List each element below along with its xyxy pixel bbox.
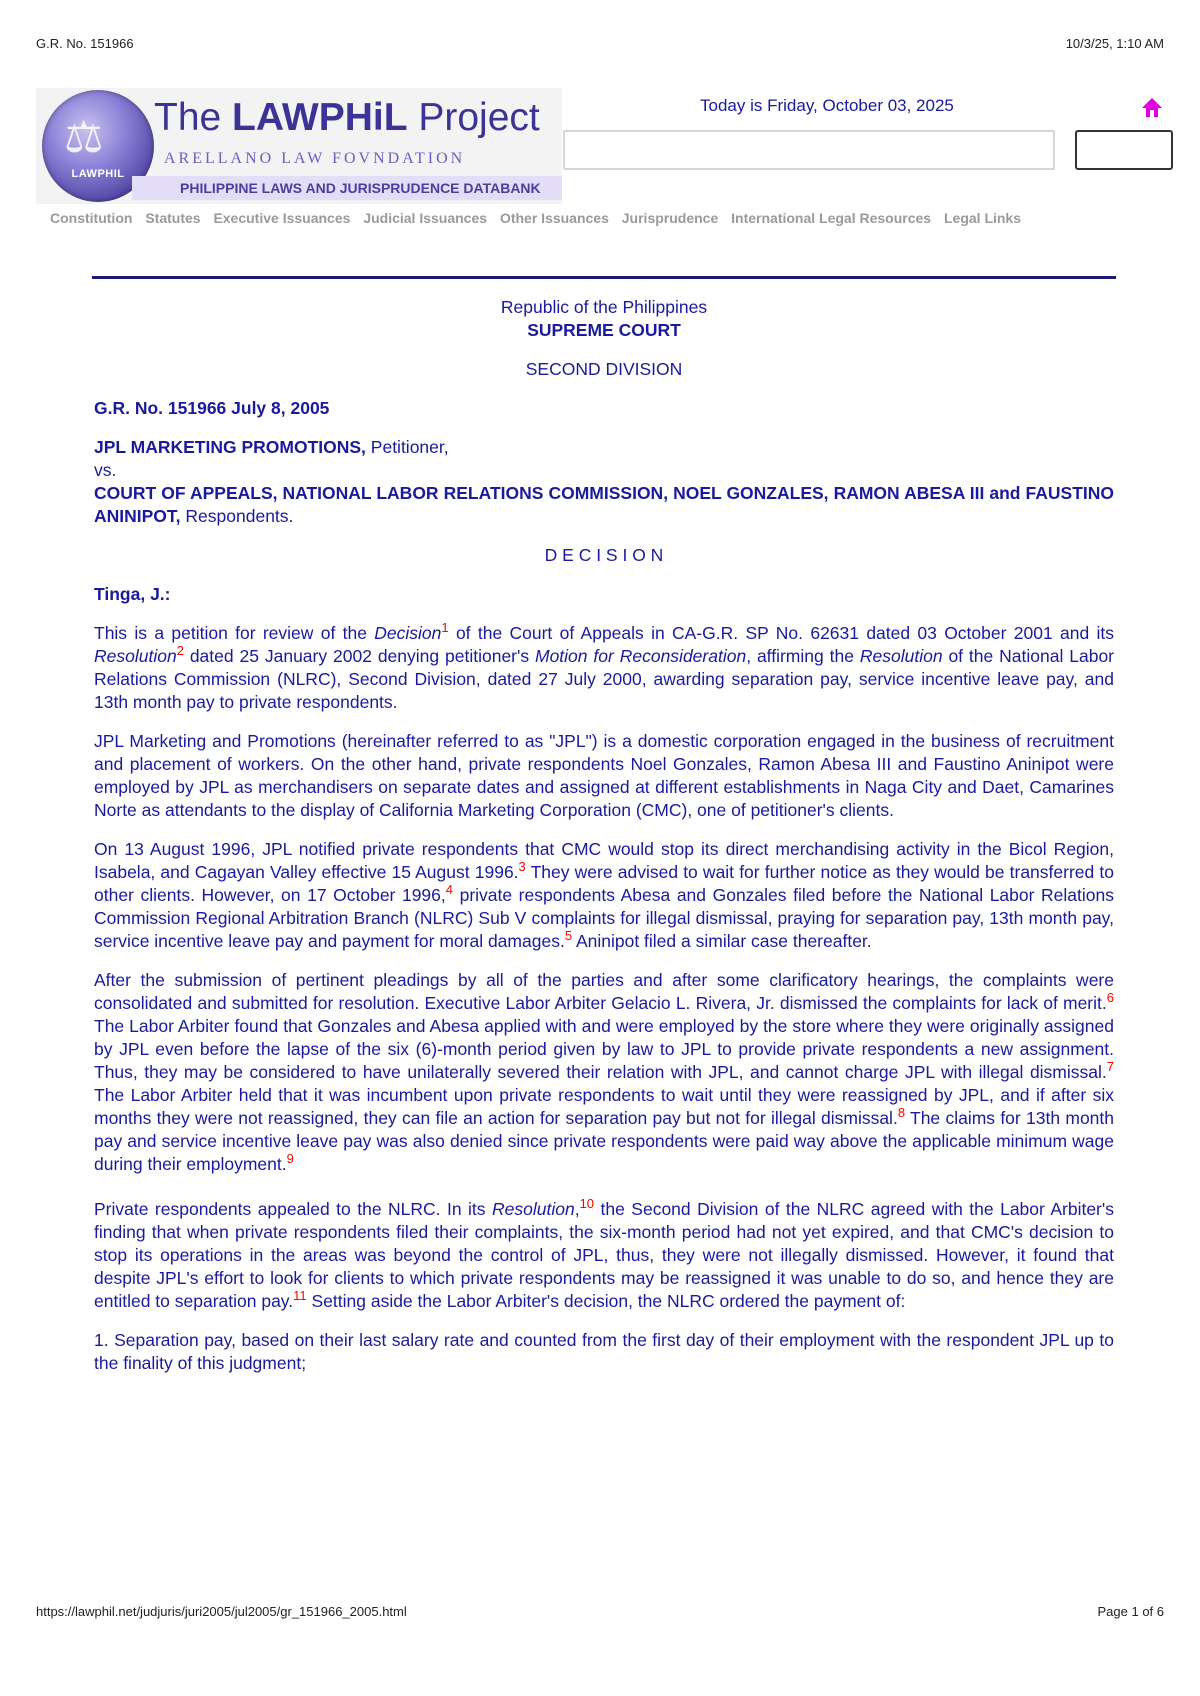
p1-text: of the Court of Appeals in CA-G.R. SP No. 62631 dated 03 October 2001 and its [448, 623, 1115, 643]
p1-italic: Resolution [859, 646, 943, 666]
nav-international-legal-resources[interactable]: International Legal Resources [731, 210, 932, 226]
p5-text: the Second Division of the NLRC agreed with the Labor Arbiter's finding that when private respondents filed their complaints, the six-month period had not yet expired, and that CMC's decision to stop its operations in the areas was beyond the control of JPL, thus, they were not illegally dismissed. However, it found that despite JPL's effort to look for clients to which private respondents may be reassigned it was unable to do so, and hence they are entitled to separation pay. [94, 1199, 1114, 1311]
decision-heading: D E C I S I O N [544, 545, 664, 565]
logo-tagline: PHILIPPINE LAWS AND JURISPRUDENCE DATABANK [132, 176, 562, 200]
footnote-link[interactable]: 10 [579, 1196, 595, 1212]
nav-other-issuances[interactable]: Other Issuances [499, 210, 609, 226]
petitioner-line [94, 436, 1114, 459]
nav-executive-issuances[interactable]: Executive Issuances [213, 210, 351, 226]
paragraph-6: 1. Separation pay, based on their last salary rate and counted from the first day of their employment with the respondent JPL up to the finality of this judgment; [94, 1330, 1114, 1373]
petitioner-name: JPL MARKETING PROMOTIONS, [94, 437, 366, 457]
print-datetime: 10/3/25, 1:10 AM [1065, 36, 1164, 51]
print-page-number: Page 1 of 6 [1097, 1604, 1164, 1619]
footnote-link[interactable]: 9 [286, 1151, 294, 1167]
p1-text: , affirming the [746, 646, 860, 666]
footnote-link[interactable]: 3 [518, 859, 526, 875]
nav-judicial-issuances[interactable]: Judicial Issuances [363, 210, 488, 226]
p1-text: This is a petition for review of the [94, 623, 375, 643]
paragraph-3 [94, 838, 1114, 953]
footnote-link[interactable]: 1 [441, 620, 449, 636]
p4-text: After the submission of pertinent pleadings by all of the parties and after some clarificatory hearings, the complaints were consolidated and submitted for resolution. Executive Labor Arbiter Gelacio L. Rivera, Jr. dismissed the complaints for lack of merit. [94, 970, 1114, 1013]
court-name: SUPREME COURT [527, 320, 681, 340]
republic-line: Republic of the Philippines [500, 297, 708, 317]
p5-text: Private respondents appealed to the NLRC. In its [94, 1199, 492, 1219]
p1-italic: Motion for Reconsideration [535, 646, 747, 666]
respondents-line [94, 482, 1114, 528]
today-date: Today is Friday, October 03, 2025 [700, 96, 954, 115]
p3-text: On 13 August 1996, JPL notified private respondents that CMC would stop its direct merchandising activity in the Bicol Region, Isabela, and Cagayan Valley effective 15 August 1996. [94, 839, 1114, 882]
p4-text: The Labor Arbiter found that Gonzales and Abesa applied with and were employed by the store where they were originally assigned by JPL even before the lapse of the six (6)-month period given by law to JPL to provide private respondents a new assignment. Thus, they may be considered to have unilaterally severed their relation with JPL, and cannot charge JPL with illegal dismissal. [94, 1016, 1114, 1082]
p4-text: The Labor Arbiter held that it was incumbent upon private respondents to wait until they were reassigned by JPL, and if after six months they were not reassigned, they can file an action for separation pay but not for illegal dismissal. [94, 1085, 1114, 1128]
paragraph-2: JPL Marketing and Promotions (hereinafter referred to as "JPL") is a domestic corporation engaged in the business of recruitment and placement of workers. On the other hand, private respondents Noel Gonzales, Ramon Abesa III and Faustino Aninipot were employed by JPL as merchandisers on separate dates and assigned at different establishments in Naga City and Daet, Camarines Norte as attendants to the display of California Marketing Corporation (CMC), one of petitioner's clients. [94, 731, 1114, 820]
respondents-names: COURT OF APPEALS, NATIONAL LABOR RELATIONS COMMISSION, NOEL GONZALES, RAMON ABESA III and FAUSTINO ANINIPOT, [94, 483, 1114, 526]
paragraph-1 [94, 622, 1114, 714]
p1-italic: Decision [374, 623, 442, 643]
p5-text: Setting aside the Labor Arbiter's decision, the NLRC ordered the payment of: [306, 1291, 906, 1311]
search-input[interactable] [563, 130, 1055, 170]
logo-title-pre: The [154, 96, 233, 139]
header-divider [92, 276, 1116, 279]
main-nav [50, 210, 1030, 226]
p1-text: of the National Labor Relations Commission (NLRC), Second Division, dated 27 July 2000, awarding separation pay, service incentive leave pay, and 13th month pay to private respondents. [94, 646, 1115, 712]
print-title: G.R. No. 151966 [36, 36, 134, 51]
print-url: https://lawphil.net/judjuris/juri2005/jul2005/gr_151966_2005.html [36, 1604, 407, 1619]
p3-text: They were advised to wait for further notice as they would be transferred to other clients. However, on 17 October 1996, [94, 862, 1114, 905]
p3-text: Aninipot filed a similar case thereafter. [572, 931, 872, 951]
p4-text: The claims for 13th month pay and service incentive leave pay was also denied since private respondents were paid way above the applicable minimum wage during their employment. [94, 1108, 1114, 1174]
logo-title-post: Project [407, 96, 540, 139]
footnote-link[interactable]: 5 [564, 928, 573, 944]
nav-constitution[interactable]: Constitution [50, 210, 133, 226]
versus: vs. [94, 460, 117, 480]
footnote-link[interactable]: 6 [1106, 990, 1114, 1006]
nav-jurisprudence[interactable]: Jurisprudence [621, 210, 719, 226]
case-number: G.R. No. 151966 July 8, 2005 [94, 398, 330, 418]
footnote-link[interactable]: 8 [897, 1105, 906, 1121]
footnote-link[interactable]: 7 [1106, 1059, 1114, 1075]
paragraph-5 [94, 1198, 1114, 1313]
division-name: SECOND DIVISION [525, 359, 683, 379]
footnote-link[interactable]: 4 [445, 882, 453, 898]
scales-of-justice-icon: ⚖ [64, 112, 104, 163]
p5-text: , [574, 1199, 580, 1219]
p1-text: dated 25 January 2002 denying petitioner's [183, 646, 535, 666]
emblem-label: LAWPHIL [71, 168, 125, 180]
logo-title-brand: LAWPHiL [232, 96, 408, 139]
respondents-role: Respondents. [180, 506, 294, 526]
footnote-link[interactable]: 11 [293, 1288, 307, 1304]
logo-title [154, 96, 540, 140]
petitioner-role: Petitioner, [365, 437, 449, 457]
search-button[interactable] [1075, 130, 1173, 170]
home-icon[interactable] [1140, 96, 1164, 120]
nav-legal-links[interactable]: Legal Links [943, 210, 1022, 226]
print-footer [36, 1604, 1164, 1624]
paragraph-4 [94, 969, 1114, 1176]
p5-italic: Resolution [492, 1199, 575, 1219]
ponente: Tinga, J.: [94, 584, 171, 604]
print-header [36, 36, 1164, 56]
nav-statutes[interactable]: Statutes [145, 210, 201, 226]
p1-italic: Resolution [94, 646, 177, 666]
footnote-link[interactable]: 2 [176, 643, 184, 659]
decision-content [94, 296, 1114, 1375]
logo-foundation: ARELLANO LAW FOVNDATION [164, 150, 466, 167]
lawphil-logo[interactable] [36, 88, 562, 204]
p3-text: private respondents Abesa and Gonzales filed before the National Labor Relations Commission Regional Arbitration Branch (NLRC) Sub V complaints for illegal dismissal, praying for separation pay, 13th month pay, service incentive leave pay and payment for moral damages. [94, 885, 1114, 951]
